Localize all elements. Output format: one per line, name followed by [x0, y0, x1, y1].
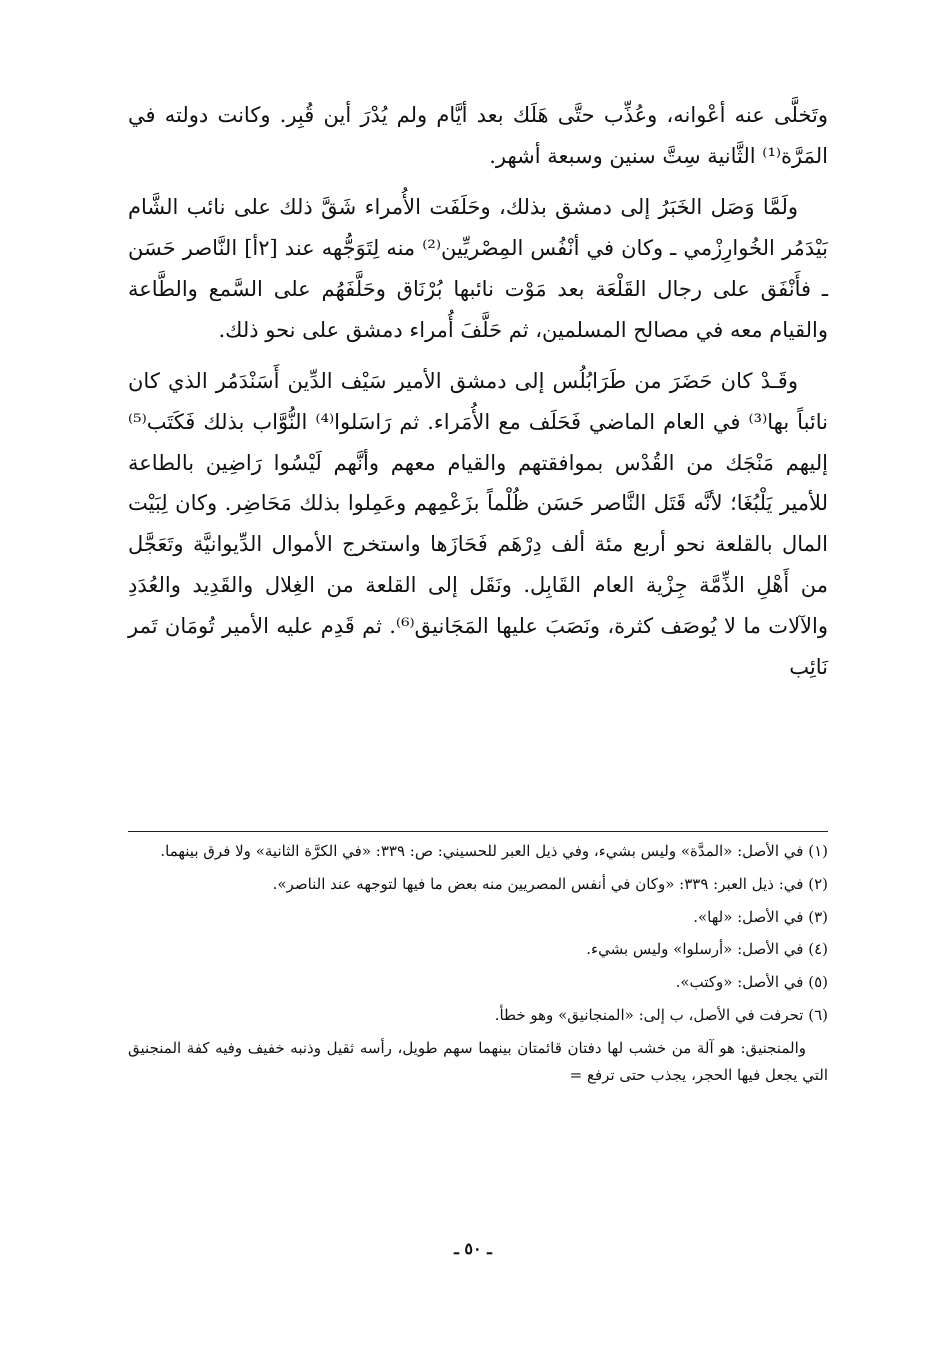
footnote-3: (٣) في الأصل: «لها». [693, 907, 828, 926]
paragraph-2: ولَمَّا وَصَل الخَبَرُ إلى دمشق بذلك، وحَلَفَت الأُمراء شَقَّ ذلك على نائب الشَّام بَيْدَمُر الخُوارِزْمي ـ وكان في أنْفُس المِصْريِّين⁽²⁾ منه لِتَوَجُّهه عند [٢أ] النَّاصر حَسَن ـ فأَنْفَق على رجال القَلْعَة بعد مَوْت نائبها بُرْنَاق وحَلَّفَهُم على السَّمع والطَّاعة والقيام معه في مصالح المسلمين، ثم حَلَّفَ أُمراء دمشق على نحو ذلك. [128, 194, 828, 342]
footnote-2: (٢) في: ذيل العبر: ٣٣٩: «وكان في أنفس المصريين منه بعض ما فيها لتوجهه عند الناصر». [272, 874, 828, 893]
page-number: ـ ٥٠ ـ [454, 1239, 492, 1258]
main-text [128, 95, 828, 688]
footnote-4: (٤) في الأصل: «أرسلوا» وليس بشيء. [586, 940, 828, 959]
footnote-divider [128, 831, 828, 832]
paragraph-3: وقَـدْ كان حَضَرَ من طَرَابُلُس إلى دمشق الأمير سَيْف الدِّين أَسَنْدَمُر الذي كان نائباً بها⁽³⁾ في العام الماضي فَحَلَف مع الأُمَراء. ثم رَاسَلوا⁽⁴⁾ النُّوَّاب بذلك فَكَتَب⁽⁵⁾ إليهم مَنْجَك من القُدْس بموافقتهم والقيام معهم وأنَّهم لَيْسُوا رَاضِين بالطاعة للأمير يَلْبُغَا؛ لأنَّه قَتَل النَّاصر حَسَن ظُلْماً بزَعْمِهم وعَمِلوا بذلك مَحَاضِر. وكان لِبَيْت المال بالقلعة نحو أربع مئة ألف دِرْهَم فَحَازَها واستخرج الأموال الدِّيوانيَّة وتَعَجَّل من أَهْلِ الذِّمَّة جِزْية العام القَابِل. ونَقَل إلى القلعة من الغِلال والقَدِيد والعُدَدِ والآلات ما لا يُوصَف كثرة، ونَصَبَ عليها المَجَانيق⁽⁶⁾. ثم قَدِم عليه الأمير تُومَان تَمر نَائِب [128, 368, 829, 680]
footnote-6: (٦) تحرفت في الأصل، ب إلى: «المنجانيق» وهو خطأ. [494, 1005, 828, 1024]
footnote-1: (١) في الأصل: «المدَّة» وليس بشيء، وفي ذيل العبر للحسيني: ص: ٣٣٩: «في الكرَّة الثانية» ولا فرق بينهما. [160, 842, 828, 860]
footnote-5: (٥) في الأصل: «وكتب». [675, 973, 828, 991]
footnotes [128, 838, 828, 1090]
page-body [128, 95, 828, 698]
paragraph-1: وتَخلَّى عنه أعْوانه، وعُذِّب حتَّى هَلَك بعد أيَّام ولم يُدْرَ أين قُبِر. وكانت دولته في المَرَّة⁽¹⁾ الثَّانية سِتَّ سنين وسبعة أشهر. [128, 103, 828, 168]
footnote-explanation: والمنجنيق: هو آلة من خشب لها دفتان قائمتان بينهما سهم طويل، رأسه ثقيل وذنبه خفيف وفيه كفة المنجنيق التي يجعل فيها الحجر، يجذب حتى ترفع = [128, 1038, 828, 1085]
